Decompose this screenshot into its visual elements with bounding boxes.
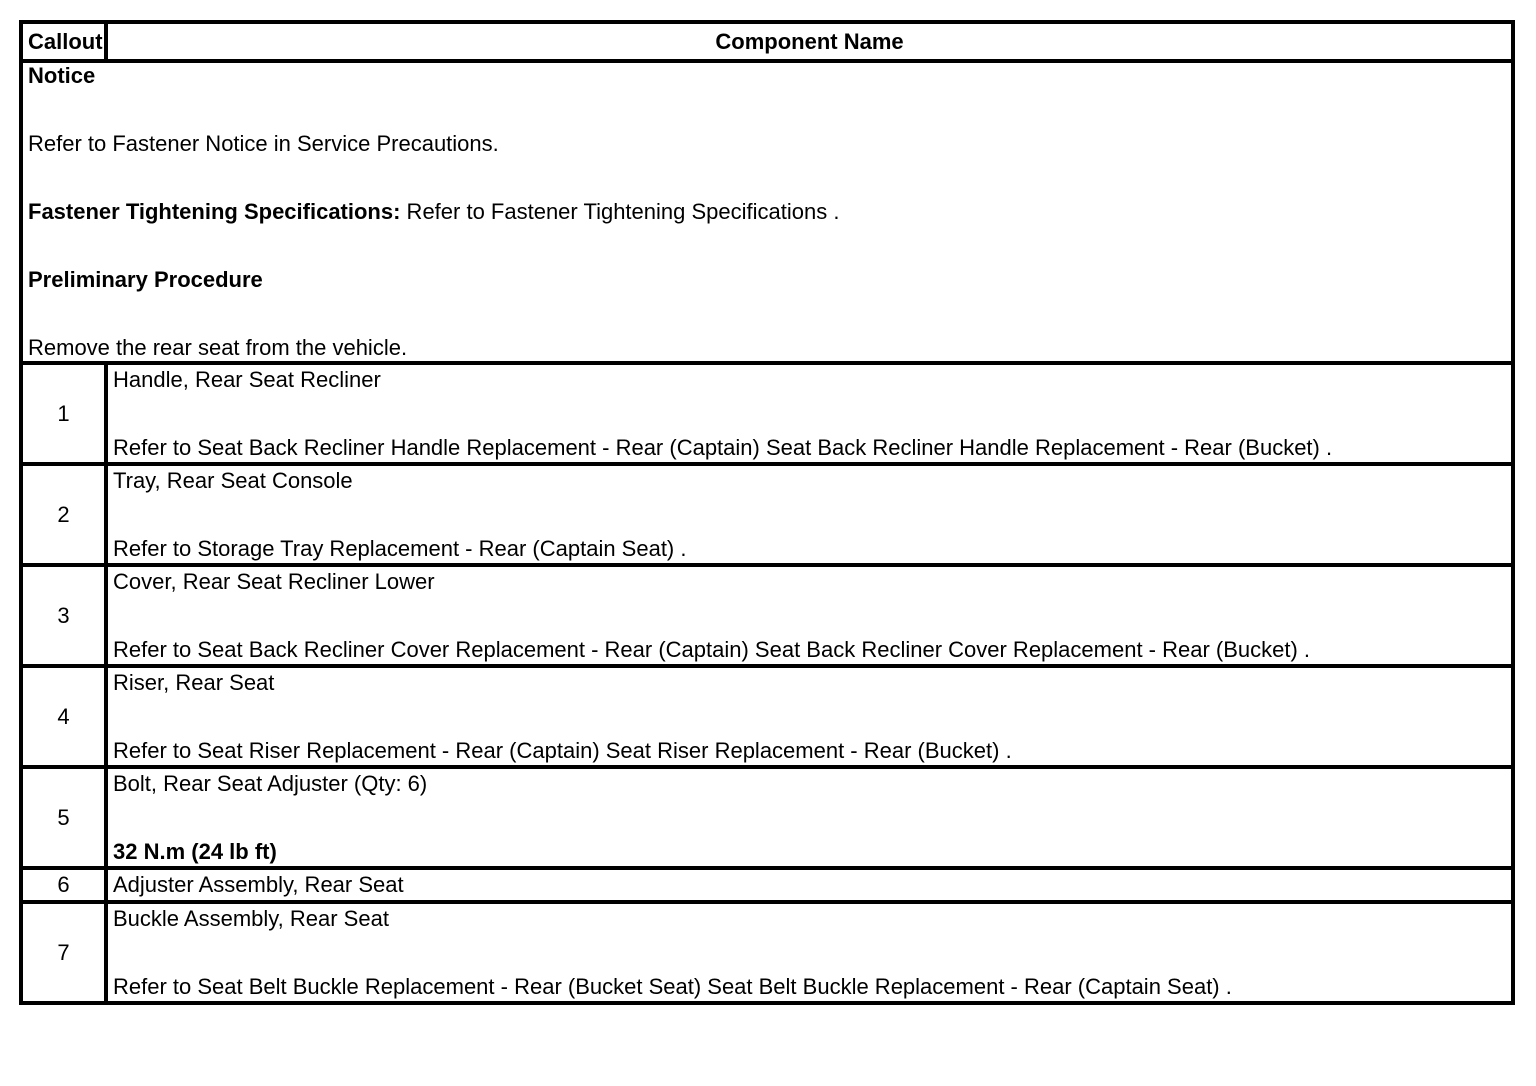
component-cell	[106, 666, 1513, 767]
table-row	[21, 565, 1513, 666]
component-name: Adjuster Assembly, Rear Seat	[113, 872, 404, 897]
component-cell	[106, 868, 1513, 902]
notice-text: Refer to Fastener Notice in Service Precautions.	[28, 131, 499, 156]
callout-number: 1	[21, 363, 106, 464]
component-name: Riser, Rear Seat	[113, 669, 275, 695]
component-table	[19, 20, 1515, 1005]
component-name: Handle, Rear Seat Recliner	[113, 366, 381, 392]
callout-number: 4	[21, 666, 106, 767]
component-cell	[106, 767, 1513, 868]
component-cell	[106, 363, 1513, 464]
table-row	[21, 666, 1513, 767]
callout-number: 3	[21, 565, 106, 666]
table-header-row	[21, 22, 1513, 61]
notice-row	[21, 61, 1513, 363]
callout-header: Callout	[21, 22, 106, 61]
callout-number: 2	[21, 464, 106, 565]
component-detail: Refer to Seat Riser Replacement - Rear (Captain) Seat Riser Replacement - Rear (Bucket) .	[113, 737, 1012, 763]
component-cell	[106, 565, 1513, 666]
component-name-header: Component Name	[106, 22, 1513, 61]
component-cell	[106, 902, 1513, 1003]
component-detail: Refer to Seat Belt Buckle Replacement - Rear (Bucket Seat) Seat Belt Buckle Replacement - Rear (Captain Seat) .	[113, 973, 1232, 999]
component-detail: Refer to Seat Back Recliner Cover Replacement - Rear (Captain) Seat Back Recliner Cover Replacement - Rear (Bucket) .	[113, 636, 1311, 662]
table-row	[21, 868, 1513, 902]
tightening-spec-label: Fastener Tightening Specifications:	[28, 199, 401, 224]
component-detail: Refer to Storage Tray Replacement - Rear (Captain Seat) .	[113, 535, 687, 561]
procedure-text: Remove the rear seat from the vehicle.	[28, 335, 408, 360]
callout-number: 7	[21, 902, 106, 1003]
table-row	[21, 902, 1513, 1003]
tightening-spec-text: Refer to Fastener Tightening Specifications .	[400, 199, 840, 224]
component-name: Cover, Rear Seat Recliner Lower	[113, 568, 435, 594]
component-name: Bolt, Rear Seat Adjuster (Qty: 6)	[113, 770, 428, 796]
table-row	[21, 363, 1513, 464]
table-row	[21, 464, 1513, 565]
notice-title: Notice	[28, 63, 96, 88]
component-name: Buckle Assembly, Rear Seat	[113, 905, 389, 931]
procedure-title: Preliminary Procedure	[28, 267, 263, 292]
table-row	[21, 767, 1513, 868]
torque-spec: 32 N.m (24 lb ft)	[113, 838, 277, 864]
component-cell	[106, 464, 1513, 565]
component-name: Tray, Rear Seat Console	[113, 467, 353, 493]
callout-number: 6	[21, 868, 106, 902]
component-detail: Refer to Seat Back Recliner Handle Replacement - Rear (Captain) Seat Back Recliner Handle Replacement - Rear (Bucket) .	[113, 434, 1333, 460]
tightening-spec-line	[28, 199, 1506, 225]
notice-cell	[21, 61, 1513, 363]
callout-number: 5	[21, 767, 106, 868]
